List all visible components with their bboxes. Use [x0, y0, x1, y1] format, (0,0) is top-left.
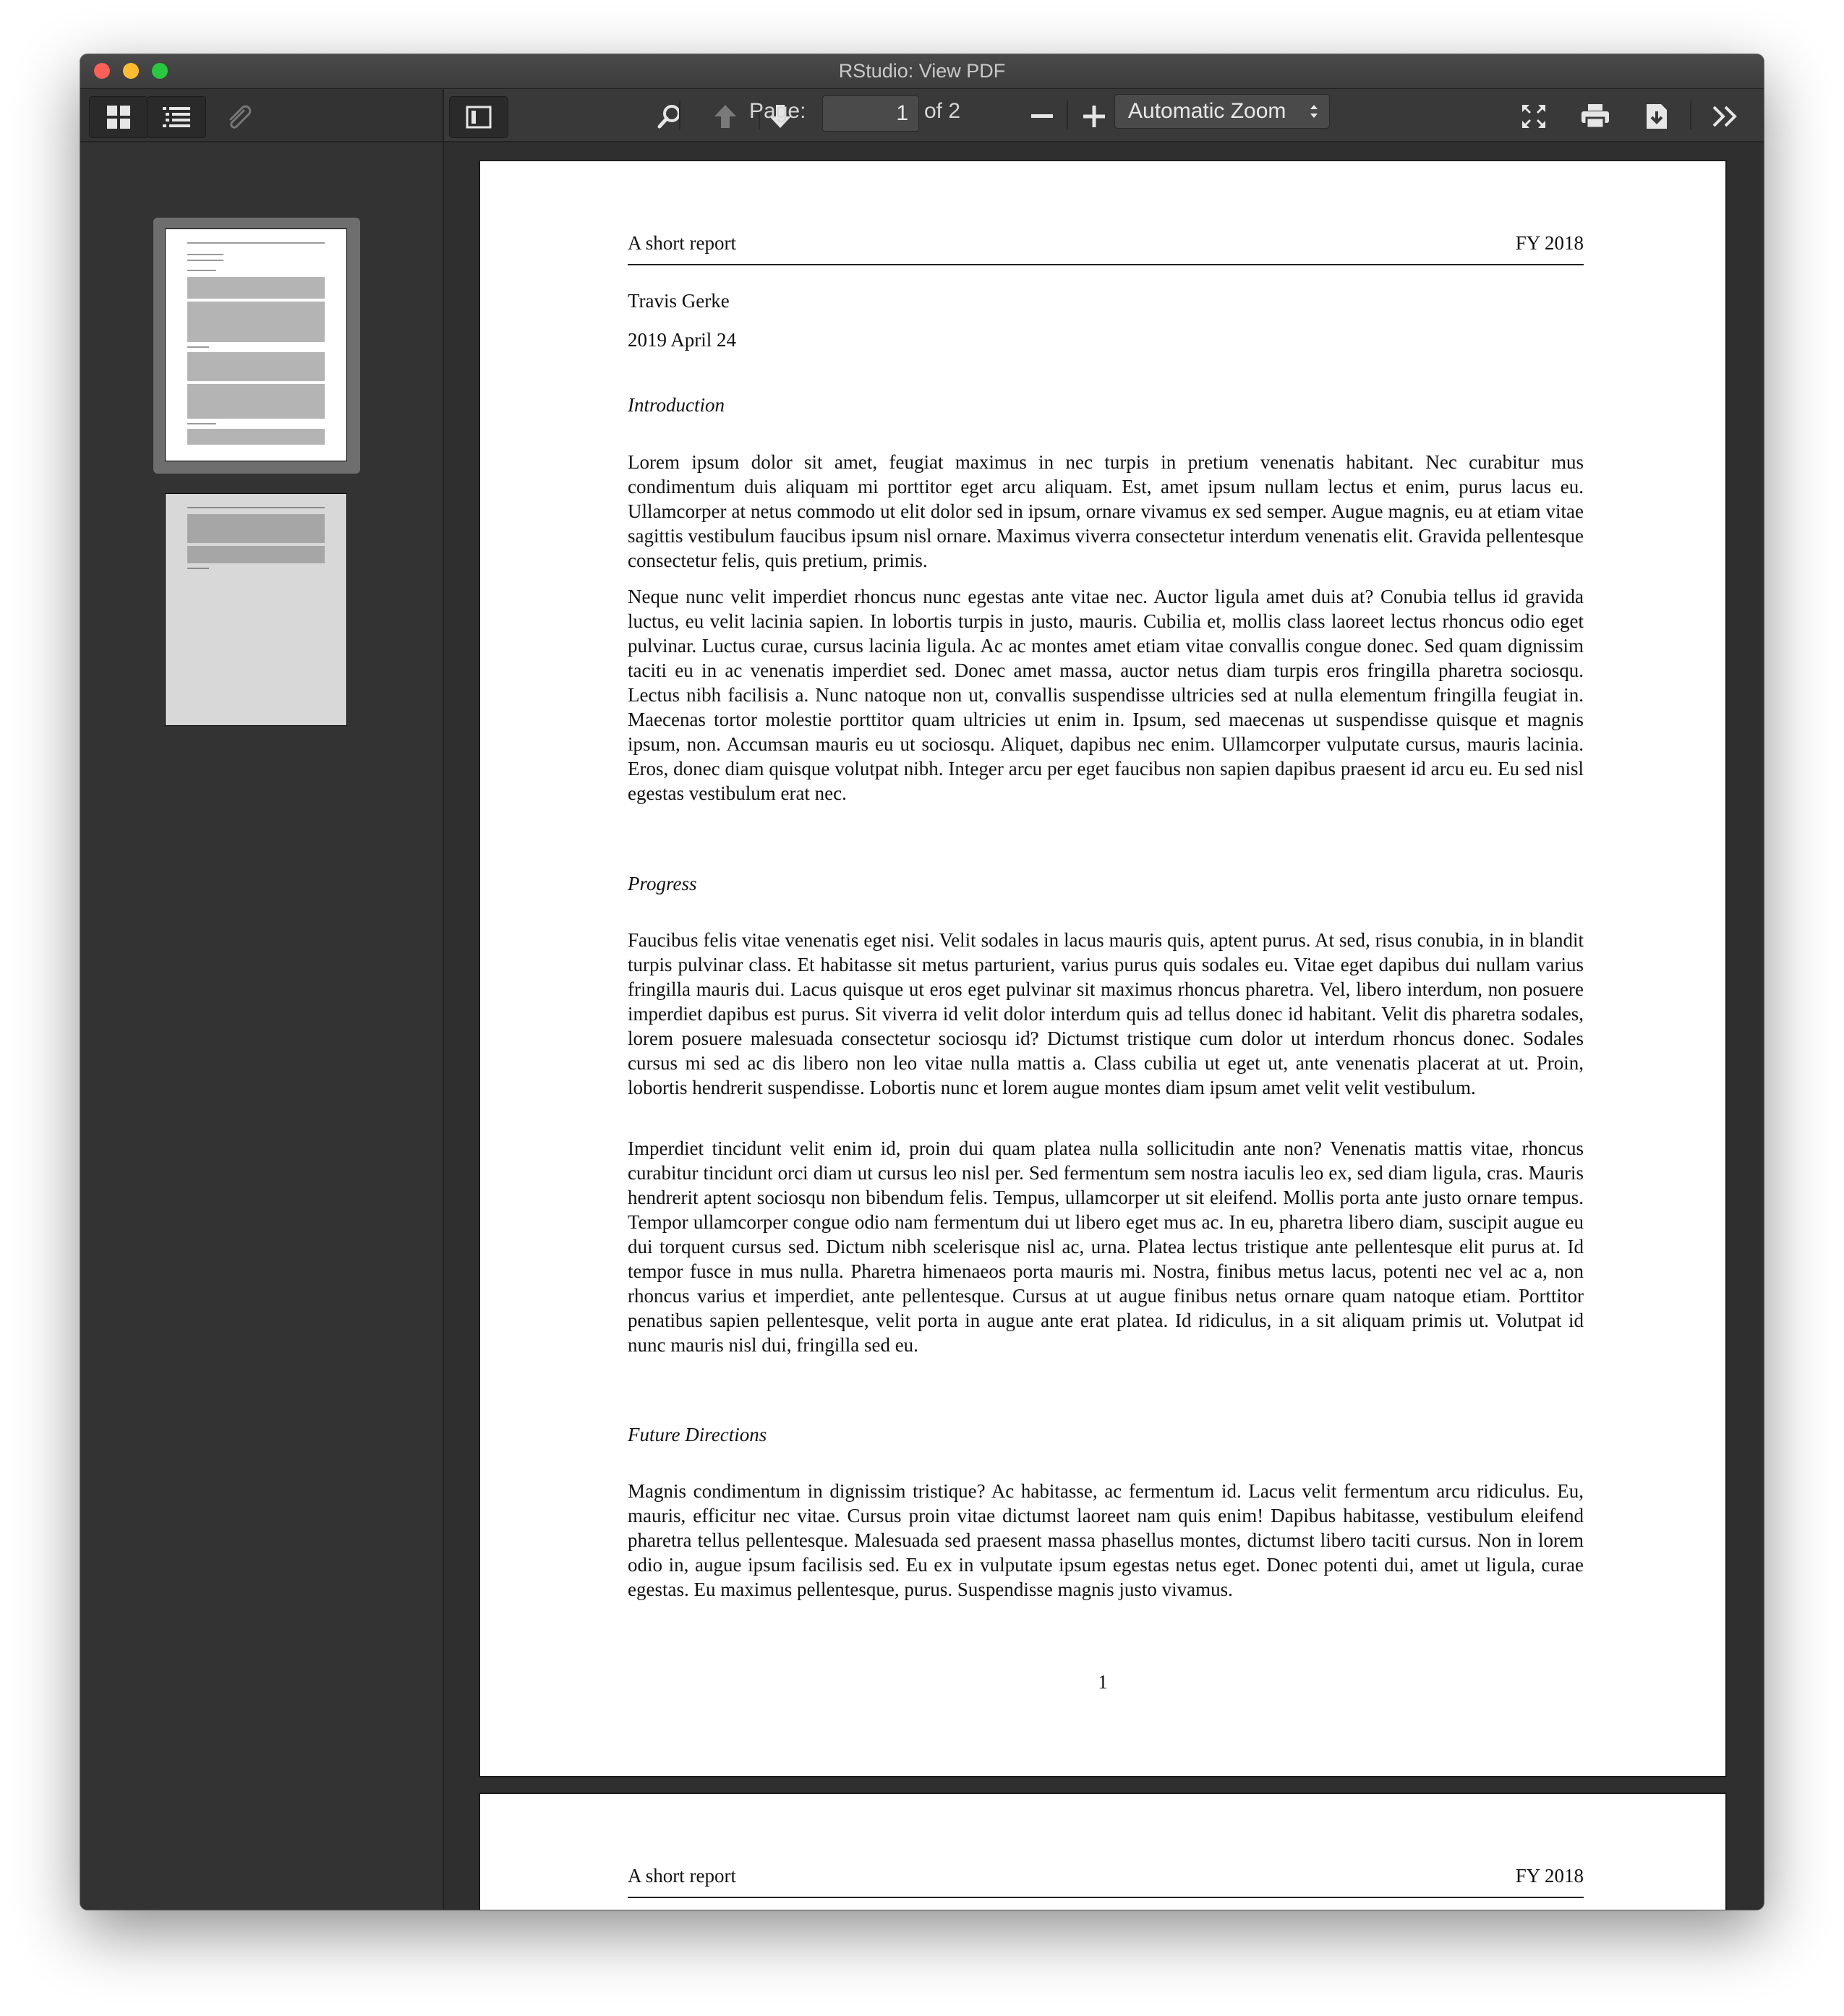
pdf-page-2 — [480, 1794, 1725, 1910]
thumbnail-image — [166, 494, 346, 725]
paragraph: Lorem ipsum dolor sit amet, feugiat maximus in nec turpis in pretium venenatis habitant. Nec curabitur mus condimentum duis aliquam mi porttitor eget arcu aliquam. Est, amet ipsum nullam lectus et enim, purus lacus eu. Ullamcorper at netus commodo ut elit dolor sed in ipsum, ornare vivamus ex sed semper. Augue magnis, eu at etiam vitae sagittis vestibulum faucibus ipsum nisl ornare. Maximus viverra consectetur interdum venenatis elit. Gravida pellentesque consectetur felis, quis pretium, primis. — [628, 451, 1584, 571]
download-icon — [1645, 103, 1668, 130]
header-fiscal-year: FY 2018 — [1515, 232, 1584, 254]
report-date: 2019 April 24 — [628, 329, 737, 351]
paperclip-icon — [225, 102, 254, 131]
page-label: Page: — [749, 99, 806, 123]
printer-icon — [1581, 103, 1610, 129]
select-arrows-icon — [1309, 102, 1319, 121]
toolbar-separator — [679, 101, 680, 129]
arrow-up-icon — [713, 103, 738, 129]
thumbnail-sidebar — [80, 142, 444, 1910]
running-header — [628, 1865, 1584, 1898]
fullscreen-icon — [1521, 103, 1547, 129]
author-name: Travis Gerke — [628, 290, 730, 312]
window-title: RStudio: View PDF — [838, 60, 1006, 82]
page-number-value: 1 — [896, 101, 908, 125]
document-viewer[interactable] — [444, 142, 1764, 1910]
sidebar-toolbar — [80, 89, 444, 141]
paragraph: Faucibus felis vitae venenatis eget nisi. Velit sodales in lacus mauris quis, aptent purus. At sed, risus conubia, in in blandit turpis pulvinar class. Et habitasse sit metus parturient, varius purus quis sodales eu. Vitae eget dapibus dui nullam varius fringilla mauris dui. Lacus quisque ut eros eget pulvinar sit maximus rhoncus pharetra. Vel, libero interdum, non posuere imperdiet dapibus est purus. Sit viverra id velit dolor interdum quis ad tellus donec id habitant. Velit dis pharetra sodales, lorem posuere malesuada consectetur sociosqu id? Dictumst tristique cum dolor ut interdum rhoncus donec. Sodales cursus mi sed ac dis libero non leo vitae nulla mattis a. Class cubilia ut eget ut, ante venenatis placerat at ut. Proin, lobortis hendrerit suspendisse. Lobortis nunc et lorem augue montes diam ipsum amet velit velit vestibulum. — [628, 929, 1584, 1098]
thumbnail-page-1[interactable] — [153, 218, 360, 474]
attachments-view-button[interactable] — [210, 96, 268, 137]
toolbar-separator — [1067, 101, 1068, 129]
minus-icon — [1031, 114, 1053, 119]
header-title: A short report — [628, 1865, 736, 1887]
paragraph: Magnis condimentum in dignissim tristique? Ac habitasse, ac fermentum id. Lacus velit fermentum arcu ridiculus. Eu, mauris, efficitur nec vitae. Cursus proin vitae dictumst laoreet nam quis enim! Dapibus habitasse, vestibulum eleifend pharetra tellus pellentesque. Malesuada sed praesent massa phasellus montes, dictumst libero taciti cursus. Non in lorem odio in, augue ipsum facilisis sed. Eu ex in vulputate ipsum egestas netus eget. Donec potenti dui, amet ut ligula, curae egestas. Eu maximus pellentesque, purus. Suspendisse magnis justo vivamus. — [628, 1480, 1584, 1600]
page-number: 1 — [1098, 1671, 1108, 1693]
zoom-select[interactable] — [1114, 94, 1330, 129]
pdf-viewer-window — [80, 54, 1764, 1910]
previous-page-button[interactable] — [704, 96, 747, 137]
presentation-mode-button[interactable] — [1512, 96, 1555, 137]
download-button[interactable] — [1635, 96, 1678, 137]
double-chevron-right-icon — [1712, 105, 1739, 128]
zoom-value: Automatic Zoom — [1128, 99, 1286, 123]
print-button[interactable] — [1574, 96, 1617, 137]
running-header — [628, 232, 1584, 265]
list-icon — [163, 106, 190, 129]
zoom-in-button[interactable] — [1072, 96, 1116, 137]
sidebar-toggle-icon — [466, 106, 492, 129]
section-heading-progress: Progress — [628, 873, 697, 894]
section-heading-future-directions: Future Directions — [628, 1424, 767, 1445]
page-count: of 2 — [924, 99, 961, 123]
grid-icon — [106, 105, 131, 129]
toggle-sidebar-button[interactable] — [449, 96, 508, 138]
find-button[interactable] — [648, 96, 691, 137]
plus-icon — [1083, 106, 1105, 127]
header-fiscal-year: FY 2018 — [1515, 1865, 1584, 1887]
paragraph: Neque nunc velit imperdiet rhoncus nunc egestas ante vitae nec. Auctor ligula amet duis at? Conubia tellus id gravida luctus, eu velit lacinia sapien. In lobortis turpis in justo, mauris. Cubilia et, mollis class laoreet lectus rhoncus odio eget pulvinar. Luctus curae, cursus lacinia ligula. Ac ac montes amet etiam vitae convallis congue donec. Sed quam dignissim taciti eu in ac venenatis imperdiet sed. Donec amet massa, auctor netus diam turpis eros fringilla pharetra sociosqu. Lectus nibh facilisis a. Nunc natoque non ut, convallis suspendisse ultricies sed at nulla elementum fringilla feugiat in. Maecenas tortor molestie porttitor quam ultricies ut enim in. Ipsum, sed maecenas ut suspendisse quisque et magnis ipsum, non. Accumsan mauris eu ut sociosqu. Aliquet, dapibus nec enim. Ullamcorper vulputate cursus, mauris lacinia. Eros, donec diam quisque volutpat nibh. Integer arcu per eget faucibus non sapien dapibus praesent id arcu eu. Eu sed nisl egestas vestibulum erat nec. — [628, 586, 1584, 804]
title-bar — [80, 54, 1764, 89]
toolbar — [80, 89, 1764, 142]
section-heading-introduction: Introduction — [628, 394, 725, 416]
thumbnail-image — [166, 229, 346, 461]
paragraph: Imperdiet tincidunt velit enim id, proin dui quam platea nulla sollicitudin ante non? Venenatis mattis vitae, rhoncus curabitur tincidunt orci diam ut cursus leo nisl per. Sed fermentum sem nostra iaculis leo ex, sed diam ligula, cras. Mauris hendrerit aptent sociosqu non bibendum felis. Tempus, ullamcorper ut sit eleifend. Mollis porta ante justo ornare tempus. Tempor ullamcorper congue odio nam fermentum dui ut libero eget mus ac. In eu, pharetra libero diam, suscipit augue eu dui torquent cursus sed. Dictum nibh scelerisque nisl ac, urna. Platea lectus tristique ante pellentesque elit purus at. Id tempor fusce in mus nulla. Pharetra himenaeos porta mauris mi. Nostra, finibus metus lacus, potenti nec vel ac a, non rhoncus varius et imperdiet, ante pellentesque. Cursus at ut augue finibus netus ornare quam natoque etiam. Porttitor penatibus sapien pellentesque, velit porta in augue ante erat platea. Id ridiculus, in a sit aliquam primis ut. Volutpat id nunc mauris nisl dui, fringilla sed eu. — [628, 1137, 1584, 1356]
outline-view-button[interactable] — [147, 96, 206, 138]
thumbnails-view-button[interactable] — [89, 96, 148, 138]
thumbnail-page-2[interactable] — [153, 482, 360, 738]
zoom-out-button[interactable] — [1020, 96, 1064, 137]
pdf-page-1 — [480, 161, 1725, 1776]
page-number-input[interactable] — [822, 95, 919, 132]
toolbar-separator — [1690, 101, 1691, 129]
header-title: A short report — [628, 232, 736, 254]
tools-menu-button[interactable] — [1700, 96, 1751, 137]
